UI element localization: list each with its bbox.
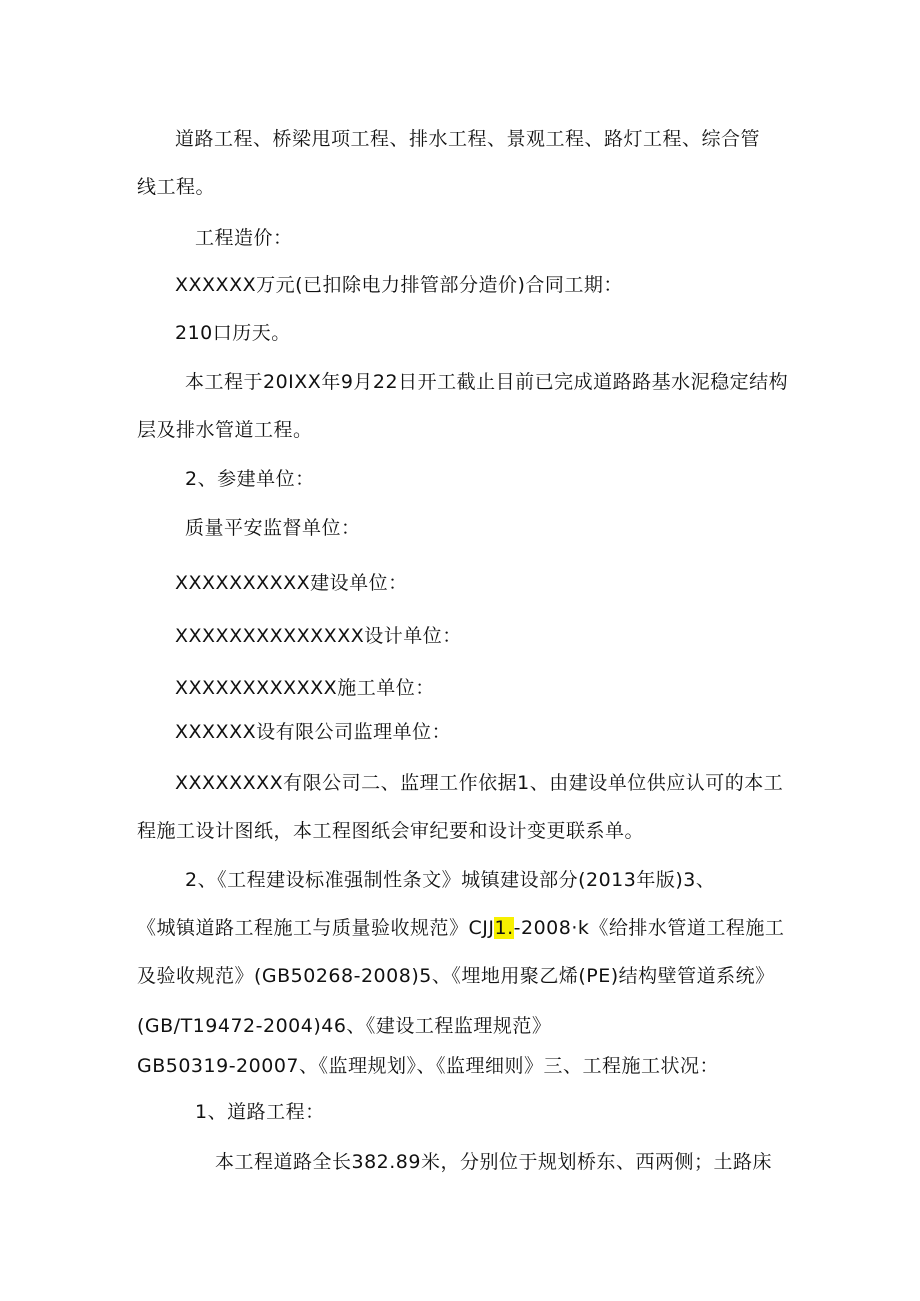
paragraph-line: XXXXXX设有限公司监理单位： <box>175 721 452 743</box>
paragraph-line: XXXXXXXXXXXX施工单位： <box>175 677 435 699</box>
paragraph-line: XXXXXX万元(已扣除电力排管部分造价)合同工期： <box>175 274 623 296</box>
paragraph-line: 及验收规范》(GB50268-2008)5、《埋地用聚乙烯(PE)结构壁管道系统》 <box>137 965 775 987</box>
paragraph-line: (GB/T19472-2004)46、《建设工程监理规范》 <box>137 1015 552 1037</box>
paragraph-line: 工程造价： <box>195 227 293 249</box>
paragraph-line: 本工程于20IXX年9月22日开工截止目前已完成道路路基水泥稳定结构 <box>185 371 789 393</box>
paragraph-line: XXXXXXXX有限公司二、监理工作依据1、由建设单位供应认可的本工 <box>175 772 784 794</box>
paragraph-line <box>137 915 784 941</box>
paragraph-line: GB50319-20007、《监理规划》、《监理细则》三、工程施工状况： <box>137 1055 719 1077</box>
paragraph-line: 层及排水管道工程。 <box>137 419 313 441</box>
paragraph-line: 质量平安监督单位： <box>185 517 361 539</box>
paragraph-line: XXXXXXXXXX建设单位： <box>175 572 408 594</box>
section-heading: 1、道路工程： <box>195 1101 325 1123</box>
highlighted-text: 1. <box>494 917 514 939</box>
paragraph-line: 本工程道路全长382.89米，分别位于规划桥东、西两侧；土路床 <box>215 1151 772 1173</box>
paragraph-line: 线工程。 <box>137 176 216 198</box>
paragraph-line: 道路工程、桥梁甩项工程、排水工程、景观工程、路灯工程、综合管 <box>175 128 761 150</box>
paragraph-line: XXXXXXXXXXXXXX设计单位： <box>175 625 462 647</box>
paragraph-line: 程施工设计图纸，本工程图纸会审纪要和设计变更联系单。 <box>137 820 645 842</box>
section-heading: 2、参建单位： <box>185 468 315 490</box>
paragraph-line: 210口历天。 <box>175 322 291 344</box>
text-segment: -2008·k《给排水管道工程施工 <box>513 917 785 939</box>
paragraph-line: 2、《工程建设标准强制性条文》城镇建设部分(2013年版)3、 <box>185 869 716 891</box>
text-segment: 《城镇道路工程施工与质量验收规范》CJJ <box>137 917 495 939</box>
